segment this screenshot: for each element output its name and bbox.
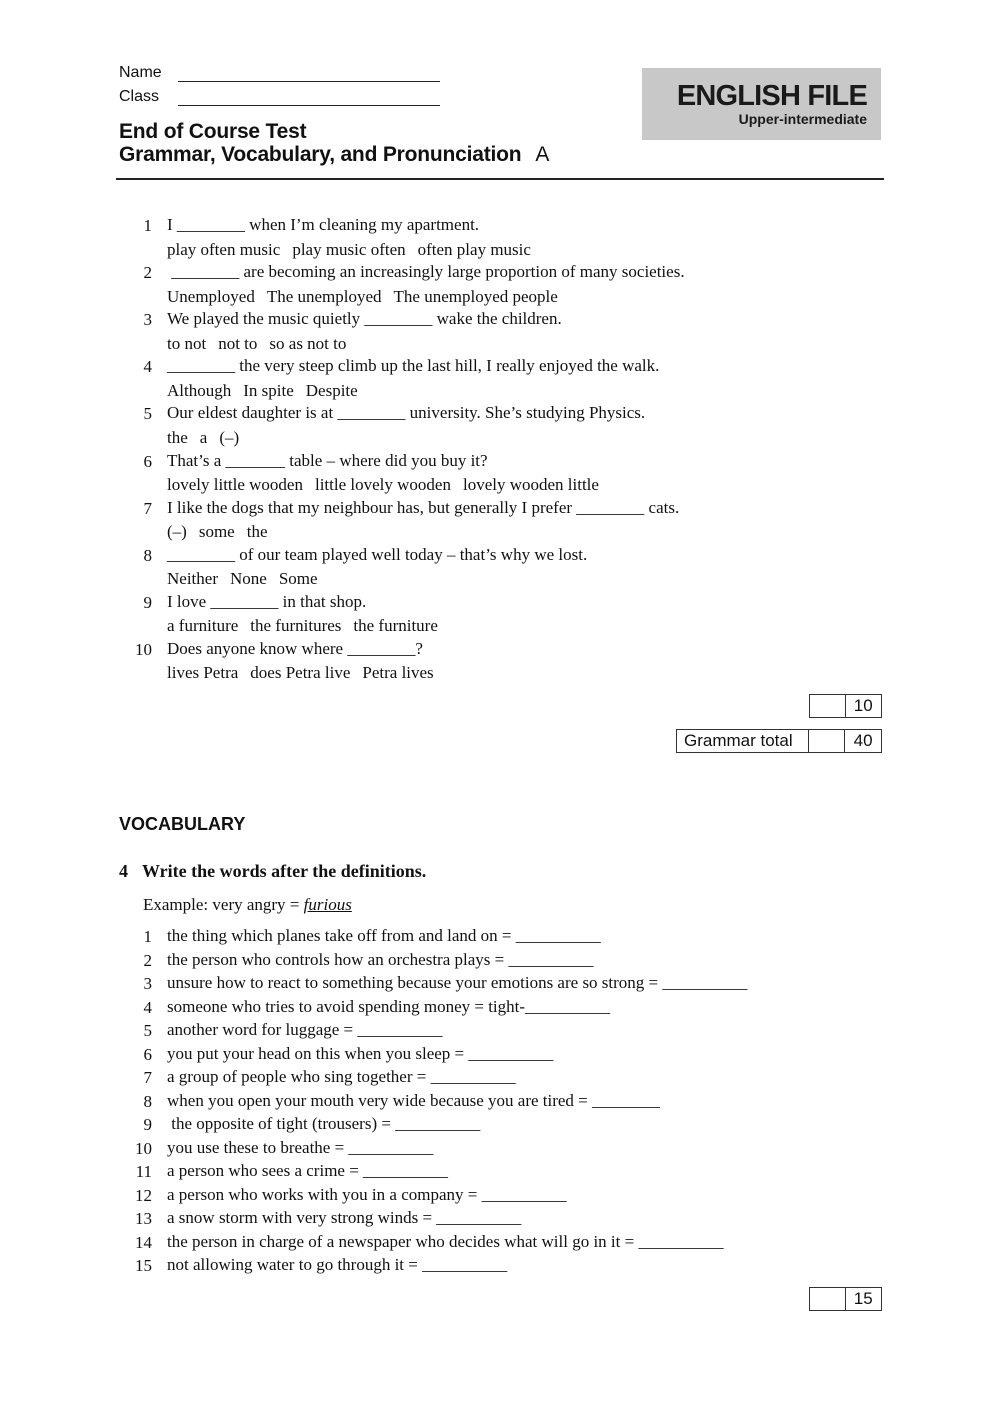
exercise-number: 4	[119, 861, 128, 881]
question-text: That’s a _______ table – where did you buy it?	[167, 450, 488, 470]
test-subtitle-line	[119, 143, 549, 167]
grammar-total-label: Grammar total	[677, 730, 809, 752]
question-number: 3	[143, 310, 152, 330]
question-text: ________ of our team played well today – that’s why we lost.	[167, 544, 588, 564]
definition-text: unsure how to react to something because your emotions are so strong = __________	[167, 973, 748, 992]
answer-option[interactable]: often play music	[417, 239, 531, 259]
definition-text: when you open your mouth very wide because you are tired = ________	[167, 1090, 661, 1110]
question-number: 4	[143, 997, 152, 1017]
exercise-4-instruction	[119, 861, 426, 882]
answer-option[interactable]: to not	[167, 333, 207, 353]
test-version: A	[535, 143, 550, 166]
question-number: 3	[143, 974, 152, 993]
definition-text: another word for luggage = __________	[167, 1020, 443, 1039]
grammar-score-input[interactable]	[810, 695, 846, 717]
answer-options	[167, 569, 318, 589]
question-number: 11	[135, 1162, 152, 1181]
test-title: End of Course Test	[119, 120, 307, 143]
question-number: 12	[135, 1185, 152, 1205]
definition-text: a group of people who sing together = __________	[167, 1067, 516, 1086]
answer-option[interactable]: lovely little wooden	[167, 475, 303, 494]
answer-option[interactable]: Neither	[167, 569, 218, 589]
header-divider	[116, 178, 884, 180]
answer-options	[167, 240, 531, 260]
question-number: 8	[143, 545, 152, 565]
answer-option[interactable]: In spite	[243, 380, 294, 400]
question-number: 13	[135, 1209, 152, 1228]
question-number: 6	[143, 1044, 152, 1064]
answer-option[interactable]: Despite	[305, 380, 358, 400]
brand-level: Upper-intermediate	[738, 111, 867, 127]
question-number: 15	[135, 1256, 152, 1275]
answer-options	[167, 428, 239, 448]
answer-option[interactable]: play music often	[292, 239, 406, 259]
question-number: 7	[143, 1068, 152, 1087]
question-text: Does anyone know where ________?	[167, 638, 423, 658]
answer-option[interactable]: Although	[167, 380, 232, 400]
answer-option[interactable]: The unemployed	[266, 286, 382, 306]
answer-option[interactable]: a	[199, 427, 208, 447]
question-text: I like the dogs that my neighbour has, but generally I prefer ________ cats.	[167, 497, 680, 517]
answer-option[interactable]: Some	[278, 569, 318, 589]
grammar-score-box	[809, 694, 882, 718]
answer-option[interactable]: play often music	[167, 239, 281, 259]
question-number: 14	[135, 1232, 152, 1252]
question-number: 7	[143, 498, 152, 518]
definition-text: someone who tries to avoid spending money = tight-__________	[167, 996, 611, 1016]
answer-option[interactable]: lives Petra	[167, 663, 239, 683]
question-text: Our eldest daughter is at ________ university. She’s studying Physics.	[167, 403, 646, 423]
grammar-score-max: 10	[853, 696, 873, 715]
answer-option[interactable]: Unemployed	[167, 286, 255, 306]
question-number: 5	[143, 1021, 152, 1040]
definition-text: you use these to breathe = __________	[167, 1137, 434, 1157]
answer-options	[167, 616, 438, 636]
question-number: 9	[143, 1115, 152, 1134]
answer-option[interactable]: does Petra live	[250, 663, 351, 683]
answer-options	[167, 663, 434, 683]
answer-option[interactable]: Petra lives	[362, 663, 434, 683]
answer-option[interactable]: the furnitures	[250, 616, 342, 636]
answer-options	[167, 381, 358, 401]
answer-option[interactable]: The unemployed people	[393, 286, 558, 306]
grammar-total-max: 40	[853, 731, 873, 750]
definition-text: the person in charge of a newspaper who decides what will go in it = __________	[167, 1231, 724, 1251]
definition-text: a person who sees a crime = __________	[167, 1161, 449, 1180]
vocabulary-score-box	[809, 1287, 882, 1311]
definition-text: a snow storm with very strong winds = __________	[167, 1208, 522, 1227]
question-text: ________ the very steep climb up the last hill, I really enjoyed the walk.	[167, 356, 660, 376]
class-field[interactable]	[178, 105, 440, 106]
brand-logo	[642, 68, 881, 140]
definition-text: the person who controls how an orchestra plays = __________	[167, 949, 594, 969]
answer-option[interactable]: (–)	[219, 427, 240, 447]
answer-option[interactable]: the furniture	[353, 616, 438, 636]
example-prefix: Example: very angry =	[143, 895, 304, 914]
answer-option[interactable]: None	[229, 569, 267, 589]
question-text: We played the music quietly ________ wake the children.	[167, 309, 562, 329]
example-answer: furious	[303, 895, 352, 914]
definition-text: the opposite of tight (trousers) = __________	[167, 1114, 481, 1133]
brand-name: ENGLISH FILE	[676, 80, 867, 112]
question-text: I ________ when I’m cleaning my apartment.	[167, 215, 480, 234]
name-field[interactable]	[178, 81, 440, 82]
answer-option[interactable]: (–)	[167, 522, 187, 542]
answer-option[interactable]: a furniture	[167, 616, 239, 636]
definition-text: you put your head on this when you sleep = __________	[167, 1043, 554, 1063]
example-line	[143, 895, 352, 915]
answer-option[interactable]: the	[246, 522, 268, 542]
question-number: 1	[143, 927, 152, 946]
question-number: 2	[143, 950, 152, 970]
question-number: 10	[135, 1138, 152, 1158]
grammar-total-input[interactable]	[809, 730, 845, 752]
definition-text: not allowing water to go through it = __________	[167, 1255, 508, 1274]
grammar-total-box	[676, 729, 882, 753]
definition-text: a person who works with you in a company = __________	[167, 1184, 567, 1204]
question-number: 4	[143, 357, 152, 377]
answer-option[interactable]: little lovely wooden	[314, 475, 451, 494]
answer-option[interactable]: lovely wooden little	[462, 475, 599, 494]
question-number: 1	[143, 216, 152, 235]
vocabulary-score-input[interactable]	[810, 1288, 846, 1310]
class-label: Class	[119, 88, 160, 105]
vocabulary-heading: VOCABULARY	[119, 814, 246, 834]
name-label: Name	[119, 64, 162, 81]
definition-text: the thing which planes take off from and land on = __________	[167, 926, 601, 945]
question-number: 9	[143, 592, 152, 612]
question-number: 10	[135, 639, 152, 659]
test-subtitle: Grammar, Vocabulary, and Pronunciation	[119, 143, 522, 166]
question-text: ________ are becoming an increasingly large proportion of many societies.	[167, 262, 685, 282]
answer-option[interactable]: so as not to	[269, 333, 347, 353]
vocabulary-score-max: 15	[853, 1289, 873, 1308]
instruction-text: Write the words after the definitions.	[142, 861, 427, 881]
answer-option[interactable]: the	[167, 427, 188, 447]
question-number: 8	[143, 1091, 152, 1111]
answer-option[interactable]: not to	[218, 333, 258, 353]
answer-options	[167, 287, 558, 307]
question-number: 2	[143, 263, 152, 283]
answer-options	[167, 475, 599, 495]
answer-options	[167, 522, 268, 542]
question-text: I love ________ in that shop.	[167, 591, 367, 611]
answer-options	[167, 334, 346, 354]
answer-option[interactable]: some	[198, 522, 235, 542]
question-number: 6	[143, 451, 152, 471]
question-number: 5	[143, 404, 152, 424]
